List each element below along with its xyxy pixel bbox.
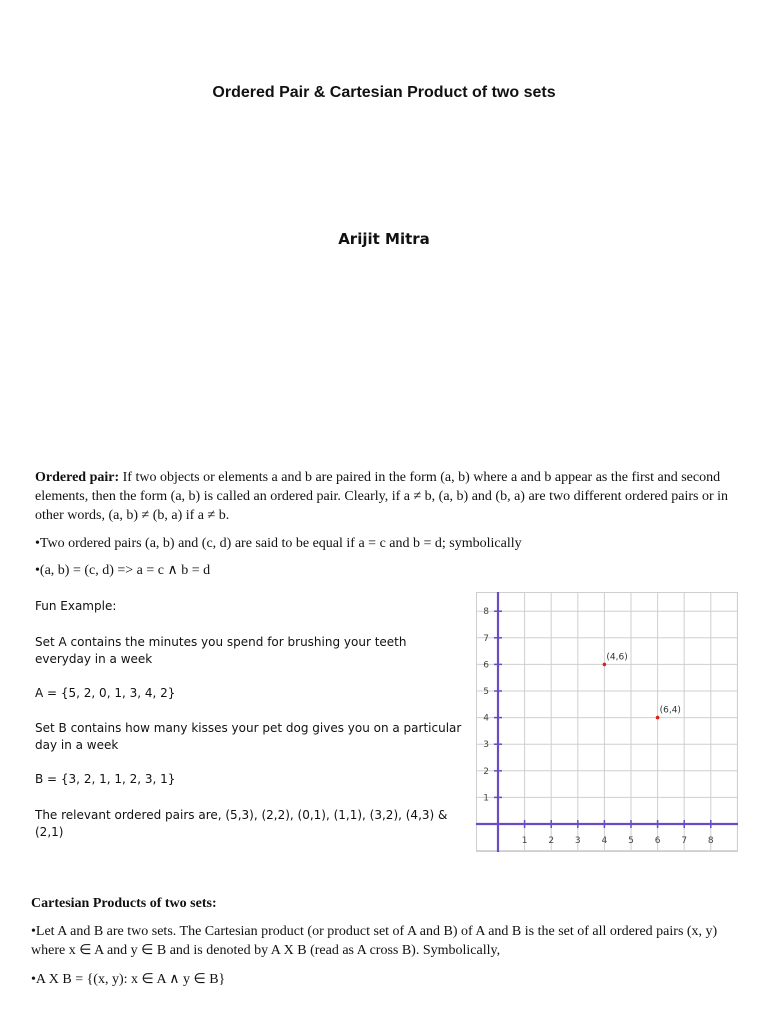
y-tick-label: 1 xyxy=(483,793,489,804)
grid-lines xyxy=(476,592,738,852)
y-tick-label: 7 xyxy=(483,633,489,644)
x-tick-label: 6 xyxy=(654,836,661,846)
y-tick-label: 3 xyxy=(483,740,489,751)
x-tick-label: 2 xyxy=(548,836,555,846)
ordered-pair-term: Ordered pair: xyxy=(35,470,120,485)
ordered-pairs-list: The relevant ordered pairs are, (5,3), (2,2), (0,1), (1,1), (3,2), (4,3) & (2,1) xyxy=(35,808,448,839)
x-tick-label: 4 xyxy=(601,836,608,846)
tick-marks xyxy=(483,607,714,846)
y-tick-label: 5 xyxy=(483,687,489,697)
y-tick-label: 4 xyxy=(483,713,489,724)
data-point xyxy=(656,716,660,720)
axes xyxy=(476,592,738,852)
cartesian-definition: •Let A and B are two sets. The Cartesian product (or product set of A and B) of A and B is the set of all ordered pairs (x, y) where x ∈ A and y ∈ B and is denoted by A X B (read as A cross B). Symbolically, xyxy=(31,924,718,958)
x-tick-label: 5 xyxy=(628,836,634,846)
x-tick-label: 1 xyxy=(521,836,528,846)
set-a: A = {5, 2, 0, 1, 3, 4, 2} xyxy=(35,686,176,700)
equality-bullet: •Two ordered pairs (a, b) and (c, d) are said to be equal if a = c and b = d; symbolically xyxy=(35,536,522,551)
y-tick-label: 6 xyxy=(483,660,489,671)
set-b: B = {3, 2, 1, 1, 2, 3, 1} xyxy=(35,772,176,786)
data-point xyxy=(603,663,607,667)
cartesian-symbolic: •A X B = {(x, y): x ∈ A ∧ y ∈ B} xyxy=(31,972,226,987)
x-tick-label: 3 xyxy=(574,836,581,846)
x-tick-label: 7 xyxy=(681,836,688,846)
cartesian-heading: Cartesian Products of two sets: xyxy=(31,896,217,911)
graph-border xyxy=(477,593,738,852)
coordinate-graph xyxy=(476,592,738,852)
y-tick-label: 2 xyxy=(483,766,489,777)
data-points xyxy=(603,652,681,719)
set-b-description: Set B contains how many kisses your pet dog gives you on a particular day in a week xyxy=(35,721,462,752)
fun-example-heading: Fun Example: xyxy=(35,599,117,613)
x-tick-label: 8 xyxy=(707,836,714,846)
ordered-pair-definition xyxy=(35,468,735,525)
data-point-label: (6,4) xyxy=(659,705,681,716)
y-tick-label: 8 xyxy=(483,607,489,618)
set-a-description: Set A contains the minutes you spend for brushing your teeth everyday in a week xyxy=(35,635,407,666)
equality-symbolic-bullet: •(a, b) = (c, d) => a = c ∧ b = d xyxy=(35,563,211,578)
ordered-pair-definition-text: If two objects or elements a and b are paired in the form (a, b) where a and b appear as the first and second elements, then the form (a, b) is called an ordered pair. Clearly, if a ≠ b, (a, b) and (b, a) are two different ordered pairs or in other words, (a, b) ≠ (b, a) if a ≠ b. xyxy=(35,470,729,523)
page-title: Ordered Pair & Cartesian Product of two sets xyxy=(212,84,556,101)
author-name: Arijit Mitra xyxy=(338,230,430,248)
data-point-label: (4,6) xyxy=(606,652,628,663)
